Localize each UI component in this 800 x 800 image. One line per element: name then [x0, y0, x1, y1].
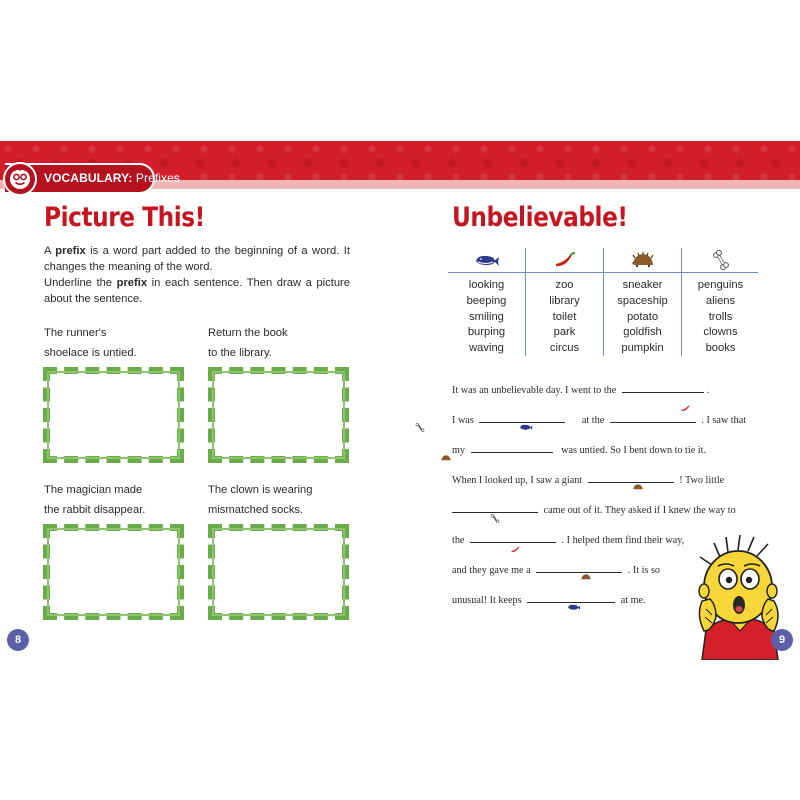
word: smiling — [469, 310, 504, 323]
story-line-7 — [452, 564, 660, 576]
instructions-paragraph-1 — [44, 243, 350, 275]
page-number-left: 8 — [7, 629, 29, 651]
page-number-right: 9 — [771, 629, 793, 651]
instructions — [44, 243, 350, 307]
word-column-hedgehog — [604, 248, 681, 356]
story-text: . It is so — [627, 565, 660, 576]
blank-chili[interactable] — [610, 414, 696, 423]
story-line-4 — [452, 474, 724, 486]
word-list — [604, 272, 681, 357]
prompt-line[interactable]: The clown is wearing — [208, 484, 313, 496]
word: beeping — [466, 294, 507, 307]
chili-pepper-icon — [553, 251, 577, 269]
bone-icon — [415, 422, 425, 433]
hedgehog-icon — [630, 252, 656, 268]
whale-icon — [519, 423, 533, 431]
word: aliens — [705, 294, 736, 307]
text: A — [44, 245, 56, 257]
word-list — [448, 272, 525, 357]
word: burping — [467, 326, 506, 339]
prompt-line[interactable]: Return the book — [208, 327, 288, 339]
prompt-line[interactable]: The runner's — [44, 327, 107, 339]
story-line-2 — [452, 414, 746, 426]
story-line-5 — [452, 504, 736, 516]
story-line-3 — [452, 444, 706, 456]
word: clowns — [703, 326, 738, 339]
section-title — [44, 171, 180, 185]
text: is a word part added to the beginning of a word. It changes the meaning of the word. — [44, 245, 350, 273]
text: Underline the — [44, 277, 117, 289]
word-bank-table — [448, 248, 758, 356]
page-title-left: Picture This! — [44, 202, 205, 233]
blank-chili-2[interactable] — [470, 534, 556, 543]
chili-pepper-icon — [680, 402, 692, 414]
word-column-chili — [526, 248, 603, 356]
prompt-4 — [208, 480, 348, 520]
word: circus — [549, 342, 580, 355]
story-text: When I looked up, I saw a giant — [452, 475, 583, 486]
whale-icon — [567, 603, 581, 611]
smiley-face-icon — [3, 162, 37, 196]
word: toilet — [552, 310, 577, 323]
story-text: unusual! It keeps — [452, 595, 522, 606]
word: waving — [469, 342, 504, 355]
prefix-keyword: prefix — [55, 245, 86, 257]
story-text: came out of it. They asked if I knew the way to — [543, 505, 736, 516]
hedgehog-icon — [632, 483, 644, 491]
section-category: VOCABULARY: — [44, 171, 133, 185]
prompt-line[interactable]: the rabbit disappear. — [44, 504, 146, 516]
drawing-box-3[interactable] — [43, 524, 184, 620]
section-topic: Prefixes — [135, 171, 181, 185]
blank-whale[interactable] — [479, 414, 565, 423]
prompt-1 — [44, 323, 184, 363]
bone-icon — [490, 513, 500, 524]
blank-hedgehog-2[interactable] — [588, 474, 674, 483]
story-line-1 — [452, 384, 709, 396]
instructions-paragraph-2 — [44, 275, 350, 307]
prompt-line[interactable]: The magician made — [44, 484, 143, 496]
word: trolls — [708, 310, 733, 323]
story-text: . — [706, 385, 710, 396]
prompt-2 — [208, 323, 348, 363]
blank-whale-2[interactable] — [527, 594, 615, 603]
chili-pepper-icon — [510, 543, 522, 555]
prompt-line[interactable]: mismatched socks. — [208, 504, 304, 516]
hedgehog-icon — [580, 573, 592, 581]
prompt-3 — [44, 480, 184, 520]
word: park — [553, 326, 576, 339]
story-text: ! Two little — [679, 475, 725, 486]
story-text: and they gave me a — [452, 565, 531, 576]
drawing-box-4[interactable] — [208, 524, 349, 620]
word: books — [705, 342, 736, 355]
word: library — [549, 294, 580, 307]
word: goldfish — [623, 326, 662, 339]
blank-hedgehog-3[interactable] — [536, 564, 622, 573]
word-column-whale — [448, 248, 525, 356]
whale-icon — [474, 253, 500, 267]
blank-bone-2[interactable] — [452, 504, 538, 513]
story-line-6 — [452, 534, 684, 546]
page-title-right: Unbelievable! — [452, 202, 628, 233]
word: penguins — [697, 279, 744, 291]
word-column-bone — [682, 248, 759, 356]
story-text: It was an unbelievable day. I went to the — [452, 385, 617, 396]
word-list — [682, 272, 759, 357]
story-text: I was — [452, 415, 474, 426]
drawing-box-2[interactable] — [208, 367, 349, 463]
blank-hedgehog[interactable] — [622, 384, 704, 393]
word: spaceship — [617, 294, 668, 307]
word: pumpkin — [621, 342, 664, 355]
bone-icon — [712, 250, 730, 270]
prompt-line[interactable]: shoelace is untied. — [44, 347, 137, 359]
story-text: . I saw that — [701, 415, 747, 426]
word: zoo — [555, 279, 574, 291]
story-line-8 — [452, 594, 646, 606]
word: looking — [468, 279, 505, 291]
prefix-keyword: prefix — [116, 277, 148, 289]
prompt-line[interactable]: to the library. — [208, 347, 272, 359]
story-text: . I helped them find their way, — [561, 535, 685, 546]
word: potato — [626, 310, 659, 323]
word-list — [526, 272, 603, 357]
text: in each sentence. Then draw a picture about the sentence. — [44, 277, 350, 305]
drawing-box-1[interactable] — [43, 367, 184, 463]
blank-bone[interactable] — [471, 444, 553, 453]
story-text: at me. — [620, 595, 646, 606]
story-text: the — [452, 535, 465, 546]
hedgehog-icon — [440, 454, 452, 462]
story-text: my — [452, 445, 466, 456]
story-text: was untied. So I bent down to tie it. — [561, 445, 706, 456]
word: sneaker — [622, 279, 663, 291]
story-text: at the — [581, 415, 605, 426]
